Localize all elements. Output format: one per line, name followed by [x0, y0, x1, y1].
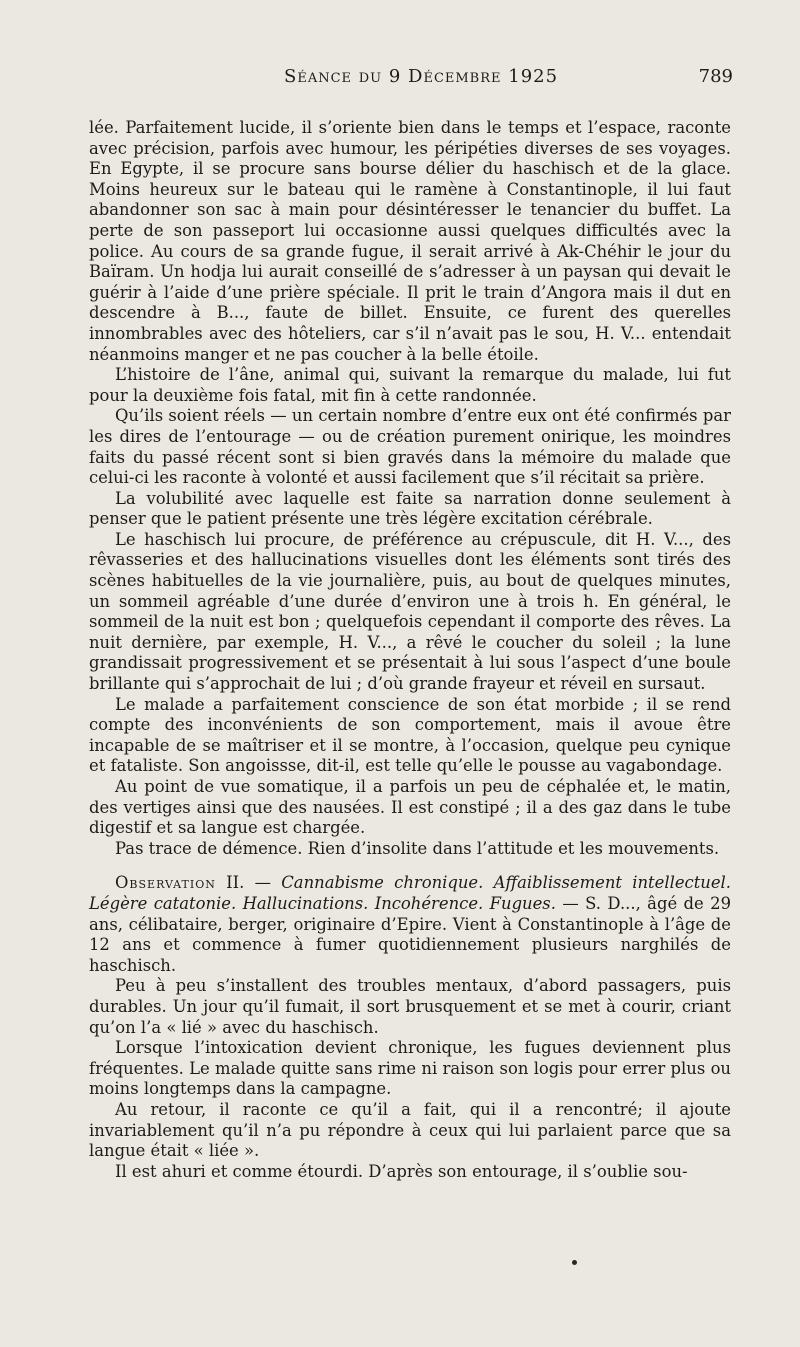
paragraph: Le malade a parfaitement conscience de son état morbide ; il se rend compte des inconvénients de son comportement, mais il avoue être incapable de se maîtriser et il se montre, à l’occasion, quelque peu cynique et fataliste. Son angoissse, dit-il, est telle qu’elle le pousse au vagabondage.	[89, 694, 731, 776]
observation-body: — S. D..., âgé de 29 ans, célibataire, berger, originaire d’Epire. Vient à Constantinople à l’âge de 12 ans et commence à fumer quotidiennement plusieurs narghilés de haschisch.	[89, 893, 731, 975]
observation-label: Observation	[115, 873, 216, 893]
paragraph: L’histoire de l’âne, animal qui, suivant la remarque du malade, lui fut pour la deuxième fois fatal, mit fin à cette randonnée.	[89, 365, 731, 405]
paragraph: Lorsque l’intoxication devient chronique, les fugues deviennent plus fréquentes. Le malade quitte sans rime ni raison son logis pour errer plus ou moins longtemps dans la campagne.	[89, 1038, 731, 1099]
paragraph: Au retour, il raconte ce qu’il a fait, qui il a rencontré; il ajoute invariablement qu’il n’a pu répondre à ceux qui lui parlaient parce que sa langue était « liée ».	[89, 1099, 731, 1161]
observation-number: II. —	[215, 873, 282, 893]
paragraph: lée. Parfaitement lucide, il s’oriente bien dans le temps et l’espace, raconte avec précision, parfois avec humour, les péripéties diverses de ses voyages. En Egypte, il se procure sans bourse délier du haschisch et de la glace. Moins heureux sur le bateau qui le ramène à Constantinople, il lui faut abandonner son sac à main pour désintéresser le tenancier du buffet. La perte de son passeport lui occasionne aussi quelques difficultés avec la police. Au cours de sa grande fugue, il serait arrivé à Ak-Chéhir le jour du Baïram. Un hodja lui aurait conseillé de s’adresser à un paysan qui devait le guérir à l’aide d’une prière spéciale. Il prit le train d’Angora mais il dut en descendre à B..., faute de billet. Ensuite, ce furent des querelles innombrables avec des hôteliers, car s’il n’avait pas le sou, H. V... entendait néanmoins manger et ne pas coucher à la belle étoile.	[89, 118, 731, 364]
paragraph: Il est ahuri et comme étourdi. D’après son entourage, il s’oublie sou-	[115, 1161, 688, 1181]
paragraph: Qu’ils soient réels — un certain nombre d’entre eux ont été confirmés par les dires de l’entourage — ou de création purement onirique, les moindres faits du passé récent sont si bien gravés dans la mémoire du malade que celui-ci les raconte à volonté et aussi facilement que s’il récitait sa prière.	[89, 406, 731, 488]
paragraph: Pas trace de démence. Rien d’insolite dans l’attitude et les mouvements.	[115, 838, 720, 858]
paragraph: Le haschisch lui procure, de préférence au crépuscule, dit H. V..., des rêvasseries et des hallucinations visuelles dont les éléments sont tirés des scènes habituelles de la vie journalière, puis, au bout de quelques minutes, un sommeil agréable d’une durée d’environ une à trois h. En général, le sommeil de la nuit est bon ; quelquefois cependant il comporte des rêves. La nuit dernière, par exemple, H. V..., a rêvé le coucher du soleil ; la lune grandissait progressivement et se présentait à lui sous l’aspect d’une boule brillante qui s’approchait de lui ; d’où grande frayeur et réveil en sursaut.	[89, 529, 731, 694]
observation-paragraph	[89, 873, 731, 976]
observation-title: Cannabisme chronique. Affaiblissement intellectuel. Légère catatonie. Hallucinations. Incohérence. Fugues.	[89, 873, 731, 913]
paragraph: Au point de vue somatique, il a parfois un peu de céphalée et, le matin, des vertiges ainsi que des nausées. Il est constipé ; il a des gaz dans le tube digestif et sa langue est chargée.	[89, 777, 731, 838]
page-number: 789	[698, 66, 733, 87]
paragraph: La volubilité avec laquelle est faite sa narration donne seulement à penser que le patient présente une très légère excitation cérébrale.	[89, 488, 731, 529]
ink-speck	[572, 1260, 577, 1265]
page-header	[88, 66, 733, 96]
running-title: Séance du 9 Décembre 1925	[284, 66, 559, 87]
paragraph: Peu à peu s’installent des troubles mentaux, d’abord passagers, puis durables. Un jour qu’il fumait, il sort brusquement et se met à courir, criant qu’on l’a « lié » avec du haschisch.	[89, 976, 731, 1037]
body-text	[89, 118, 731, 1182]
